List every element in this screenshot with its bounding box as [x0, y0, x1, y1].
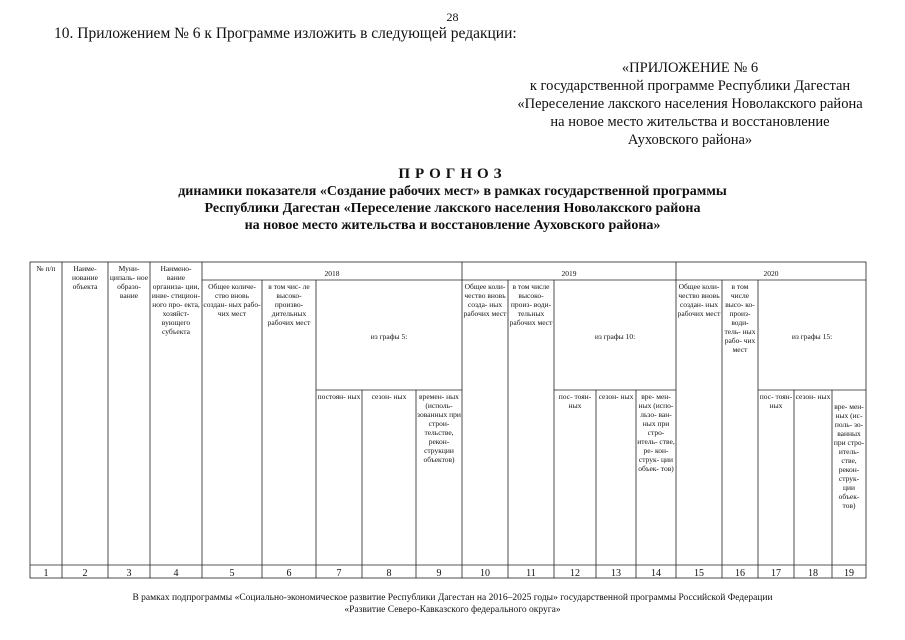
- appendix-line: к государственной программе Республики Дагестан: [529, 78, 851, 94]
- header-2020-seasonal: сезон- ных: [795, 392, 831, 401]
- year-2019: 2019: [561, 269, 577, 278]
- appendix-line: «Переселение лакского населения Новолакского района: [517, 96, 863, 112]
- column-number: 4: [173, 568, 179, 579]
- appendix-line: Ауховского района»: [627, 132, 753, 148]
- column-number: 7: [336, 568, 342, 579]
- column-number: 19: [844, 568, 854, 579]
- header-2020-high: в том числе высо- ко- произ- води- тель- ных рабо- чих мест: [724, 282, 756, 354]
- header-2018-from: из графы 5:: [370, 332, 408, 341]
- column-number: 12: [570, 568, 580, 579]
- forecast-subtitle-line: динамики показателя «Создание рабочих мест» в рамках государственной программы: [178, 184, 727, 199]
- header-2020-temporary: вре- мен- ных (ис- поль- зо- ванных при стро- итель- стве, рекон- струк- ции объек- тов): [833, 402, 865, 510]
- column-number: 10: [480, 568, 490, 579]
- intro-paragraph: 10. Приложением № 6 к Программе изложить в следующей редакции:: [54, 25, 517, 42]
- column-number: 3: [126, 568, 132, 579]
- header-2018-high: в том чис- ле высоко- произво- дительных рабочих мест: [267, 282, 311, 327]
- header-2018-seasonal: сезон- ных: [371, 392, 407, 401]
- header-no: № п/п: [36, 264, 56, 273]
- footer-line: «Развитие Северо-Кавказского федерального округа»: [344, 605, 561, 615]
- header-municipality: Муни- ципаль- ное образо- вание: [109, 264, 149, 300]
- column-number: 11: [526, 568, 536, 579]
- appendix-line: на новое место жительства и восстановление: [550, 114, 830, 130]
- column-number: 17: [771, 568, 781, 579]
- header-organization: Наимено- вание организа- ции, инве- стицион- ного про- екта, хозяйст- вующего субъекта: [151, 264, 201, 336]
- column-number: 15: [694, 568, 704, 579]
- header-2020-from: из графы 15:: [791, 332, 833, 341]
- header-object: Наиме- нование объекта: [72, 264, 98, 291]
- header-2019-from: из графы 10:: [594, 332, 636, 341]
- column-number: 18: [808, 568, 818, 579]
- column-number: 16: [735, 568, 745, 579]
- header-2018-permanent: постоян- ных: [317, 392, 361, 401]
- footer-note: [0, 592, 905, 616]
- header-2020-permanent: пос- тоян- ных: [759, 392, 793, 410]
- header-2019-permanent: пос- тоян- ных: [558, 392, 592, 410]
- column-number: 8: [386, 568, 392, 579]
- forecast-subtitle-line: Республики Дагестан «Переселение лакского населения Новолакского района: [204, 201, 701, 216]
- header-2019-temporary: вре- мен- ных (испо- льзо- ван- ных при стро- итель- стве, ре- кон- струк- ции объек- тов): [637, 392, 675, 473]
- year-2020: 2020: [763, 269, 779, 278]
- column-number: 13: [611, 568, 621, 579]
- footer-line: В рамках подпрограммы «Социально-экономическое развитие Республики Дагестан на 2016–2025 годы» государственной программы Российской Федерации: [132, 593, 773, 603]
- header-2019-total: Общее коли- чество вновь созда- ных рабочих мест: [463, 282, 507, 318]
- forecast-title: ПРОГНОЗ: [398, 166, 507, 182]
- page-number: 28: [446, 10, 459, 24]
- header-2020-total: Общее коли- чество вновь создан- ных рабочих мест: [677, 282, 721, 318]
- header-2019-seasonal: сезон- ных: [598, 392, 634, 401]
- column-number: 14: [651, 568, 661, 579]
- header-2019-high: в том числе высоко- произ- води- тельных рабочих мест: [509, 282, 553, 327]
- column-number: 5: [229, 568, 235, 579]
- column-number: 9: [436, 568, 442, 579]
- column-number: 6: [286, 568, 292, 579]
- appendix-line: «ПРИЛОЖЕНИЕ № 6: [621, 60, 759, 76]
- header-2018-total: Общее количе- ство вновь создан- ных рабо- чих мест: [203, 282, 261, 318]
- year-2018: 2018: [324, 269, 340, 278]
- header-2018-temporary: времен- ных (исполь- зованных при строи- тельстве, рекон- струкции объектов): [417, 392, 461, 464]
- column-number: 2: [82, 568, 88, 579]
- column-number: 1: [43, 568, 49, 579]
- forecast-subtitle-line: на новое место жительства и восстановление Ауховского района»: [244, 218, 661, 233]
